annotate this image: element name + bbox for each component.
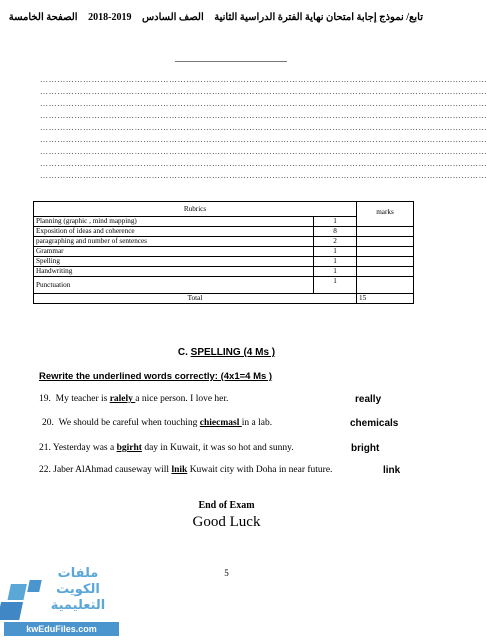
answer-19: really — [355, 394, 382, 405]
rubric-criterion: Grammar — [34, 247, 314, 257]
misspelled-word: bgirht — [116, 443, 142, 453]
good-luck: Good Luck — [192, 514, 261, 530]
rubric-criterion: Punctuation — [34, 277, 314, 294]
question-22: 22. Jaber AlAhmad causeway will lnik Kuwait city with Doha in near future. — [39, 465, 333, 475]
mark-cell[interactable] — [357, 237, 414, 247]
rubric-criterion: paragraphing and number of sentences — [34, 237, 314, 247]
page-number: 5 — [224, 568, 229, 578]
mark-cell[interactable] — [357, 257, 414, 267]
writing-line: ………………………………………………………………………………………………………………………………………… — [40, 87, 487, 96]
table-row — [34, 237, 414, 247]
instruction — [39, 371, 272, 382]
question-21: 21. Yesterday was a bgirht day in Kuwait, it was so hot and sunny. — [39, 443, 294, 453]
watermark-url: kwEduFiles.com — [4, 622, 119, 636]
rubrics-title: Rubrics — [34, 202, 357, 217]
section-letter: C. — [177, 347, 188, 358]
rubric-score: 1 — [314, 247, 357, 257]
table-row-total — [34, 294, 414, 304]
table-row — [34, 267, 414, 277]
table-row — [34, 247, 414, 257]
header-label: تابع/ نموذج إجابة امتحان نهاية الفترة الدراسية الثانية — [214, 12, 423, 23]
rubric-score: 1 — [314, 217, 357, 227]
writing-line: ………………………………………………………………………………………………………………………………………… — [40, 75, 487, 84]
rubric-score: 8 — [314, 227, 357, 237]
end-of-exam: End of Exam — [198, 500, 255, 511]
writing-line: ………………………………………………………………………………………………………………………………………… — [40, 123, 487, 132]
instruction-text: Rewrite the underlined words correctly: (4x1=4 Ms ) — [39, 371, 273, 382]
misspelled-word: chiecmasl — [199, 418, 242, 428]
rubrics-table — [33, 201, 414, 304]
writing-line: ………………………………………………………………………………………………………………………………………… — [40, 171, 487, 180]
rubric-score: 1 — [314, 257, 357, 267]
watermark-arabic: ملفات الكويت التعليمية — [50, 566, 106, 613]
marks-label: marks — [357, 202, 414, 227]
header-page: الصفحة الخامسة — [8, 12, 78, 23]
table-row — [34, 257, 414, 267]
mark-cell[interactable] — [357, 227, 414, 237]
rubric-criterion: Planning (graphic , mind mapping) — [34, 217, 314, 227]
writing-line: ………………………………………………………………………………………………………………………………………… — [40, 159, 487, 168]
total-value: 15 — [357, 294, 414, 304]
writing-line: ………………………………………………………………………………………………………………………………………… — [40, 99, 487, 108]
section-title: SPELLING (4 Ms ) — [190, 347, 276, 358]
rubric-score: 1 — [314, 267, 357, 277]
answer-20: chemicals — [350, 418, 399, 429]
rubric-score: 2 — [314, 237, 357, 247]
rubric-score: 1 — [314, 277, 357, 294]
mark-cell[interactable] — [357, 277, 414, 294]
misspelled-word: ralely — [109, 394, 136, 404]
section-heading — [0, 347, 453, 358]
rubric-criterion: Exposition of ideas and coherence — [34, 227, 314, 237]
table-row — [34, 277, 414, 294]
answer-22: link — [383, 465, 401, 476]
rubrics-header-row — [34, 202, 414, 217]
mark-cell[interactable] — [357, 247, 414, 257]
header-year: 2019-2018 — [88, 12, 132, 23]
header-grade: الصف السادس — [141, 12, 204, 23]
question-20: 20. We should be careful when touching chiecmasl in a lab. — [42, 418, 273, 428]
misspelled-word: lnik — [171, 465, 188, 475]
total-label: Total — [34, 294, 357, 304]
table-row — [34, 227, 414, 237]
writing-line: ………………………………………………………………………………………………………………………………………… — [40, 147, 487, 156]
rubric-criterion: Handwriting — [34, 267, 314, 277]
mark-cell[interactable] — [357, 267, 414, 277]
rubric-criterion: Spelling — [34, 257, 314, 267]
title-underline — [175, 61, 287, 62]
question-19: 19. My teacher is ralely a nice person. I love her. — [39, 394, 229, 404]
page-header — [8, 12, 423, 30]
writing-line: ………………………………………………………………………………………………………………………………………… — [40, 111, 487, 120]
writing-line: ………………………………………………………………………………………………………………………………………… — [40, 135, 487, 144]
answer-21: bright — [351, 443, 380, 454]
